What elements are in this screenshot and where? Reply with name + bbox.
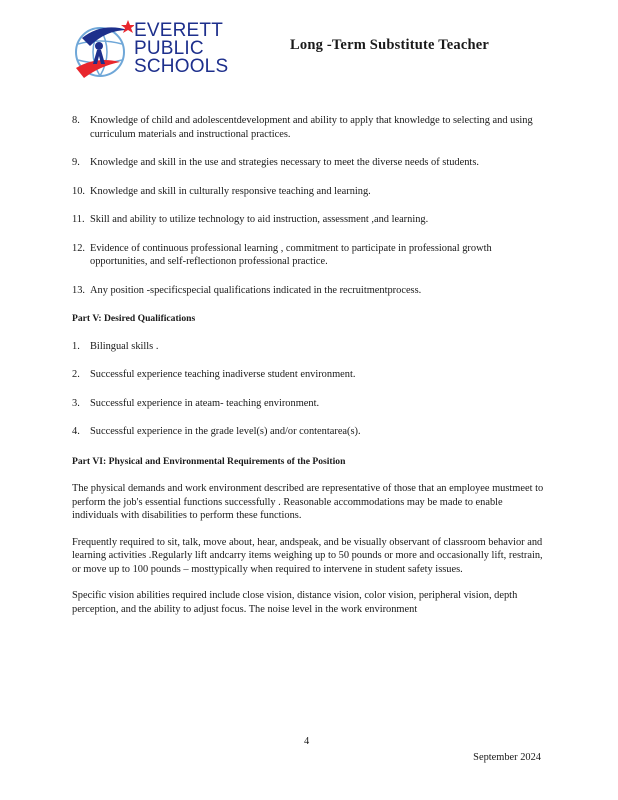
- item-number: 2.: [72, 369, 80, 380]
- paragraph: Specific vision abilities required include close vision, distance vision, color vision, peripheral vision, depth perception, and the ability to adjust focus. The noise level in the work environment: [72, 590, 518, 615]
- item-number: 8.: [72, 115, 80, 126]
- footer-date: September 2024: [473, 752, 541, 763]
- document-body: [72, 114, 550, 629]
- item-text: Bilingual skills .: [90, 340, 159, 352]
- item-number: 4.: [72, 426, 80, 437]
- item-number: 12.: [72, 242, 85, 254]
- item-text: Successful experience in the grade level(s) and/or contentarea(s).: [90, 426, 361, 437]
- item-number: 1.: [72, 340, 80, 352]
- district-logo: [72, 16, 242, 86]
- item-number: 10.: [72, 185, 85, 197]
- list-item: [72, 242, 550, 269]
- item-text: Successful experience in ateam- teaching environment.: [90, 397, 320, 409]
- globe-star-logo-icon: [72, 16, 134, 84]
- item-text: Any position -specificspecial qualifications indicated in the recruitmentprocess.: [90, 284, 422, 296]
- list-item: [72, 397, 550, 411]
- list-item: [72, 340, 550, 354]
- paragraph: Frequently required to sit, talk, move about, hear, andspeak, and be visually observant of classroom behavior and learning activities .Regularly lift andcarry items weighing up to 50 pounds or more and occasionally lift, restrain, or move up to 100 pounds – mosttypically when required to intervene in student safety issues.: [72, 536, 543, 575]
- section-heading-part-v: Part V: Desired Qualifications: [72, 313, 196, 324]
- item-number: 9.: [72, 157, 80, 168]
- list-item: [72, 425, 550, 439]
- paragraph: The physical demands and work environment described are representative of those that an employee mustmeet to perform the job's essential functions successfully . Reasonable accommodations may be made to enable individuals with disabilities to perform these functions.: [72, 483, 544, 521]
- page-number: 4: [304, 736, 310, 747]
- list-item: [72, 185, 550, 199]
- logo-line-1: EVERETT: [134, 20, 224, 41]
- item-text: Evidence of continuous professional learning , commitment to participate in professional growth opportunities, and self-reflectionon professional practice.: [90, 242, 492, 267]
- item-text: Skill and ability to utilize technology to aid instruction, assessment ,and learning.: [90, 214, 429, 225]
- list-item: [72, 156, 550, 170]
- item-number: 11.: [72, 214, 85, 225]
- item-text: Successful experience teaching inadiverse student environment.: [90, 369, 356, 380]
- section-heading-part-vi: Part VI: Physical and Environmental Requirements of the Position: [72, 455, 346, 467]
- list-item: [72, 368, 550, 382]
- item-text: Knowledge and skill in culturally responsive teaching and learning.: [90, 185, 371, 197]
- logo-line-2: PUBLIC: [134, 38, 204, 59]
- logo-line-3: SCHOOLS: [134, 56, 229, 77]
- logo-wordmark: [134, 22, 244, 76]
- item-number: 13.: [72, 284, 85, 296]
- item-text: Knowledge of child and adolescentdevelopment and ability to apply that knowledge to selecting and using curriculum materials and instructional practices.: [90, 115, 533, 140]
- list-item: [72, 114, 550, 141]
- list-item: [72, 213, 550, 227]
- document-title: Long -Term Substitute Teacher: [290, 37, 490, 53]
- list-item: [72, 284, 550, 298]
- item-number: 3.: [72, 397, 80, 409]
- item-text: Knowledge and skill in the use and strategies necessary to meet the diverse needs of students.: [90, 157, 479, 168]
